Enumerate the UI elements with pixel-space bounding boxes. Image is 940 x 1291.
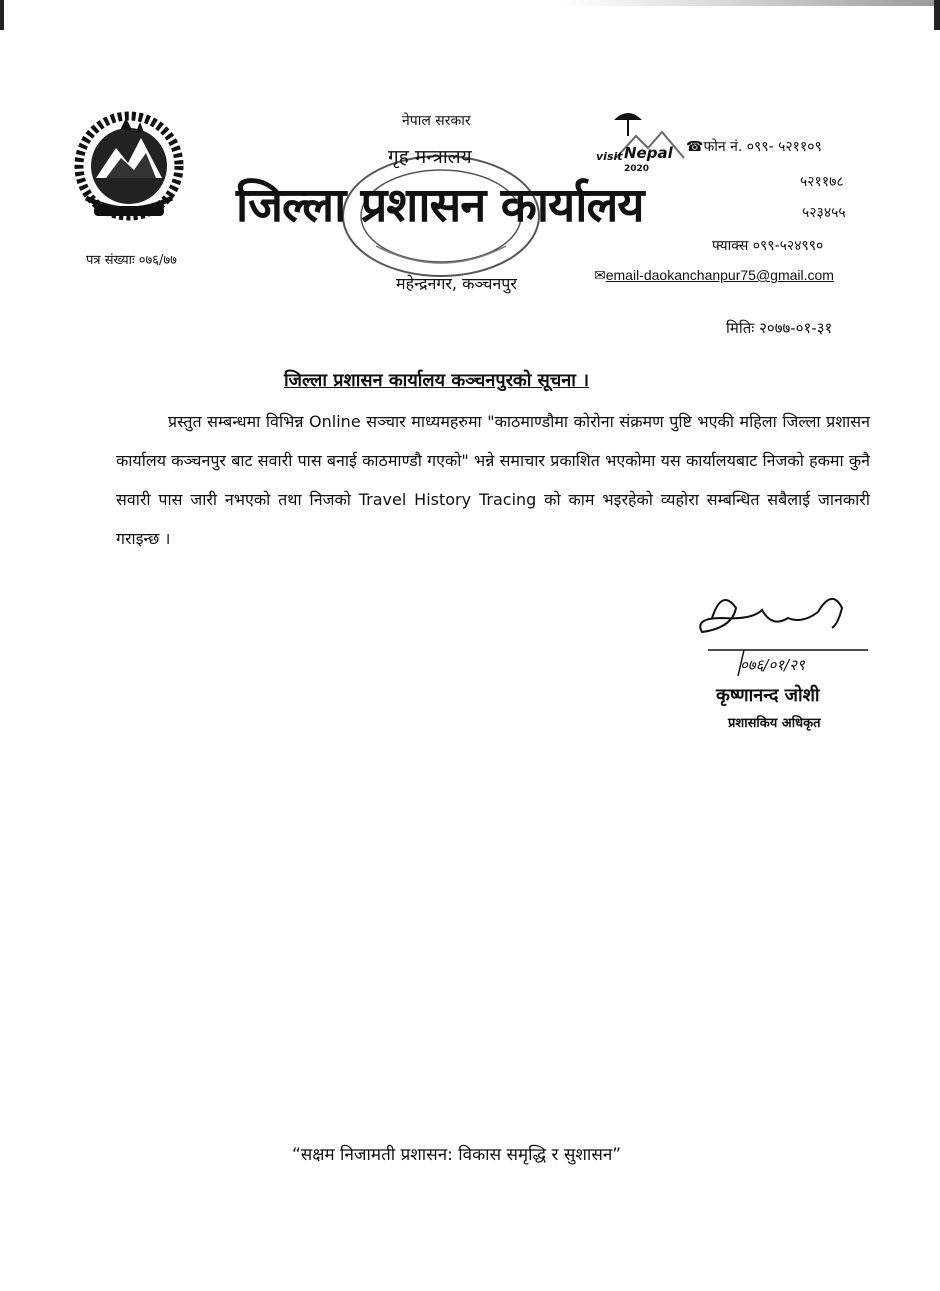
notice-body: प्रस्तुत सम्बन्धमा विभिन्न Online सञ्चार माध्यमहरुमा "काठमाण्डौमा कोरोना संक्रमण पुष्टि भएकी महिला जिल्ला प्रशासन कार्यालय कञ्चनपुर बाट सवारी पास बनाई काठमाण्डौ गएको" भन्ने समाचार प्रकाशित भएकोमा यस कार्यालयबाट निजको हकमा कुनै सवारी पास जारी नभएको तथा निजको Travel History Tracing को काम भइरहेको व्यहोरा सम्बन्धित सबैलाई जानकारी गराइन्छ । [116, 412, 870, 548]
nepal-emblem-icon [66, 108, 192, 224]
ministry-name: गृह मन्त्रालय [388, 146, 472, 168]
visit-text: visit [596, 150, 623, 163]
phone-line-2: ५२११७८ [800, 174, 844, 190]
signature-date: ०७६/०१/२९ [740, 656, 805, 674]
visit-nepal-logo [596, 106, 688, 178]
scan-edge-left [0, 0, 4, 30]
scan-edge-right [934, 0, 940, 30]
signer-title: प्रशासकिय अधिकृत [728, 716, 821, 731]
office-address: महेन्द्रनगर, कञ्चनपुर [396, 274, 517, 293]
phone-icon: ☎ [686, 139, 704, 155]
nepal-text: Nepal [624, 144, 673, 162]
footer-motto: “सक्षम निजामती प्रशासन: विकास समृद्धि र सुशासन” [292, 1145, 622, 1165]
letter-date: मितिः २०७७-०१-३१ [726, 319, 833, 337]
scan-edge-top [0, 0, 940, 6]
phone-line-1: ☎फोन नं. ०९९- ५२११०९ [686, 139, 822, 155]
office-title: जिल्ला प्रशासन कार्यालय [236, 178, 644, 233]
government-name: नेपाल सरकार [402, 113, 471, 129]
reference-number: पत्र संख्याः ०७६/७७ [86, 253, 177, 268]
email-link[interactable]: email-daokanchanpur75@gmail.com [605, 267, 834, 283]
notice-title: जिल्ला प्रशासन कार्यालय कञ्चनपुरको सूचना । [284, 370, 590, 391]
year-text: 2020 [624, 164, 650, 174]
fax-number: फ्याक्स ०९९-५२४९९० [712, 238, 824, 254]
envelope-icon: ✉ [594, 267, 606, 283]
email-line [594, 267, 834, 284]
phone-line-3: ५२३४५५ [802, 205, 846, 221]
signer-name: कृष्णानन्द जोशी [716, 685, 820, 706]
